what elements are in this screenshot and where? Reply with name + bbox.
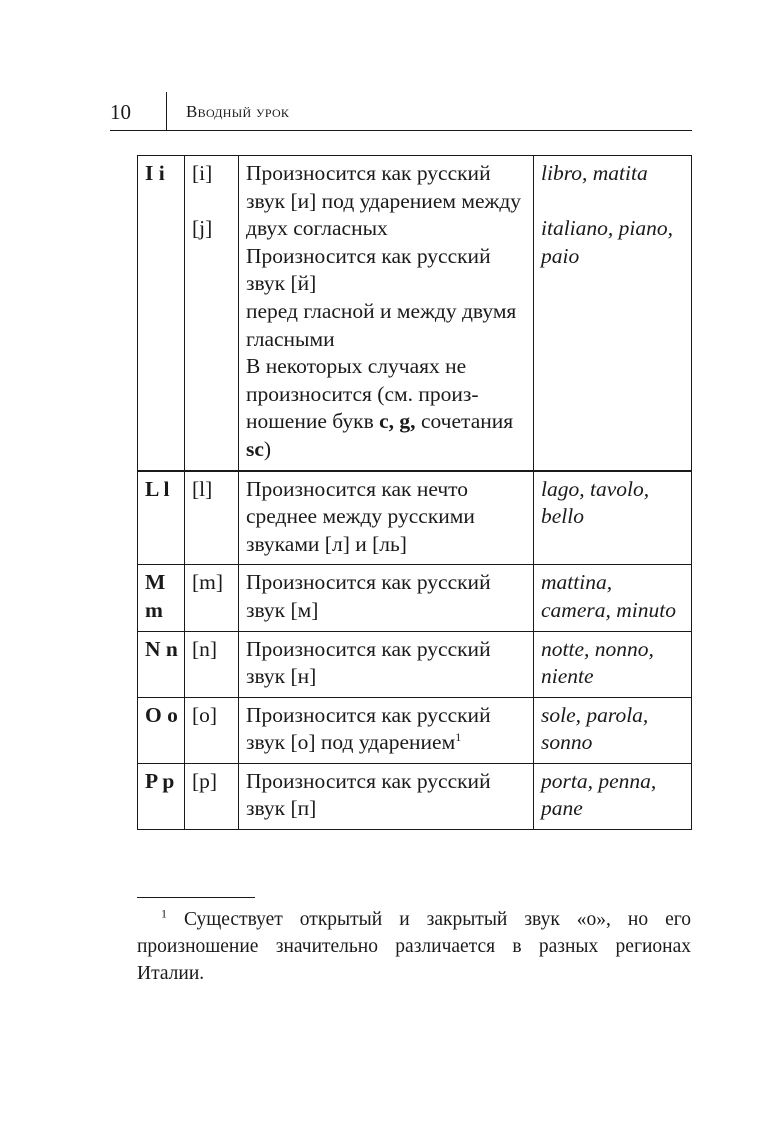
sound-cell [185, 631, 239, 697]
letter-cell: L l [138, 471, 185, 565]
description-fragment: перед гласной и между двумя гласными [246, 298, 517, 351]
description-fragment: sc [246, 436, 264, 461]
table-row [138, 763, 692, 829]
sound-cell [185, 471, 239, 565]
running-header [110, 92, 692, 131]
sound-transcription: [j] [192, 216, 213, 241]
examples-cell [534, 471, 692, 565]
description-fragment: Произносится как русский звук [и] под ударением между двух согласных [246, 161, 522, 241]
table-row [138, 156, 692, 471]
letter-cell: O o [138, 697, 185, 763]
sound-transcription: [n] [192, 636, 218, 661]
description-cell [239, 631, 534, 697]
footnote-rule [137, 897, 255, 898]
description-fragment: Произносится как русский звук [й] [246, 243, 491, 296]
examples-cell [534, 565, 692, 631]
description-fragment: c, g, [379, 409, 416, 434]
page-number: 10 [110, 100, 131, 124]
description-cell [239, 697, 534, 763]
alphabet-table-body [138, 156, 692, 830]
footnote [137, 906, 691, 987]
description-cell [239, 763, 534, 829]
sound-cell [185, 565, 239, 631]
table-row [138, 471, 692, 565]
examples-cell [534, 156, 692, 471]
example-words: porta, penna, pane [541, 768, 657, 821]
sound-transcription: [l] [192, 476, 213, 501]
description-cell [239, 565, 534, 631]
letter-cell: N n [138, 631, 185, 697]
examples-cell [534, 631, 692, 697]
examples-cell [534, 763, 692, 829]
description-fragment: сочетания [415, 409, 514, 434]
table-row [138, 697, 692, 763]
table-row [138, 631, 692, 697]
sound-transcription: [m] [192, 570, 224, 595]
example-words: lago, tavolo, bello [541, 476, 650, 529]
example-words: mattina, camera, minuto [541, 570, 676, 622]
sound-cell [185, 763, 239, 829]
description-text: Произносится как русский звук [о] под ударением [246, 702, 491, 755]
description-fragment: В некоторых случаях не произносится (см. произношение букв [246, 354, 479, 434]
description-text: Произносится как русский звук [п] [246, 768, 491, 821]
sound-transcription: [o] [192, 702, 218, 727]
footnote-mark: 1 [161, 906, 167, 921]
footnote-reference: 1 [455, 730, 462, 745]
description-text: Произносится как русский звук [н] [246, 636, 491, 689]
example-words: notte, nonno, niente [541, 636, 654, 689]
examples-cell [534, 697, 692, 763]
description-text: Произносится как русский звук [м] [246, 570, 491, 622]
example-words: libro, matita [541, 161, 648, 185]
letter-cell: M m [138, 565, 185, 631]
footnote-text: Существует открытый и закрытый звук «о», но его произношение значительно различается в разных регионах Италии. [137, 909, 692, 984]
description-cell [239, 471, 534, 565]
sound-cell [185, 697, 239, 763]
description-cell [239, 156, 534, 471]
example-words: italiano, piano, paio [541, 216, 673, 268]
letter-cell: P p [138, 763, 185, 829]
sound-transcription: [p] [192, 768, 218, 793]
header-divider [166, 92, 167, 130]
example-words: sole, parola, sonno [541, 702, 649, 755]
alphabet-table [137, 155, 692, 830]
description-text: Произносится как нечто среднее между русскими звуками [л] и [ль] [246, 476, 475, 556]
sound-cell [185, 156, 239, 471]
sound-transcription: [i] [192, 161, 213, 185]
table-row [138, 565, 692, 631]
chapter-title: Вводный урок [186, 102, 290, 121]
description-fragment: ) [263, 436, 272, 461]
letter-cell: I i [138, 156, 185, 471]
